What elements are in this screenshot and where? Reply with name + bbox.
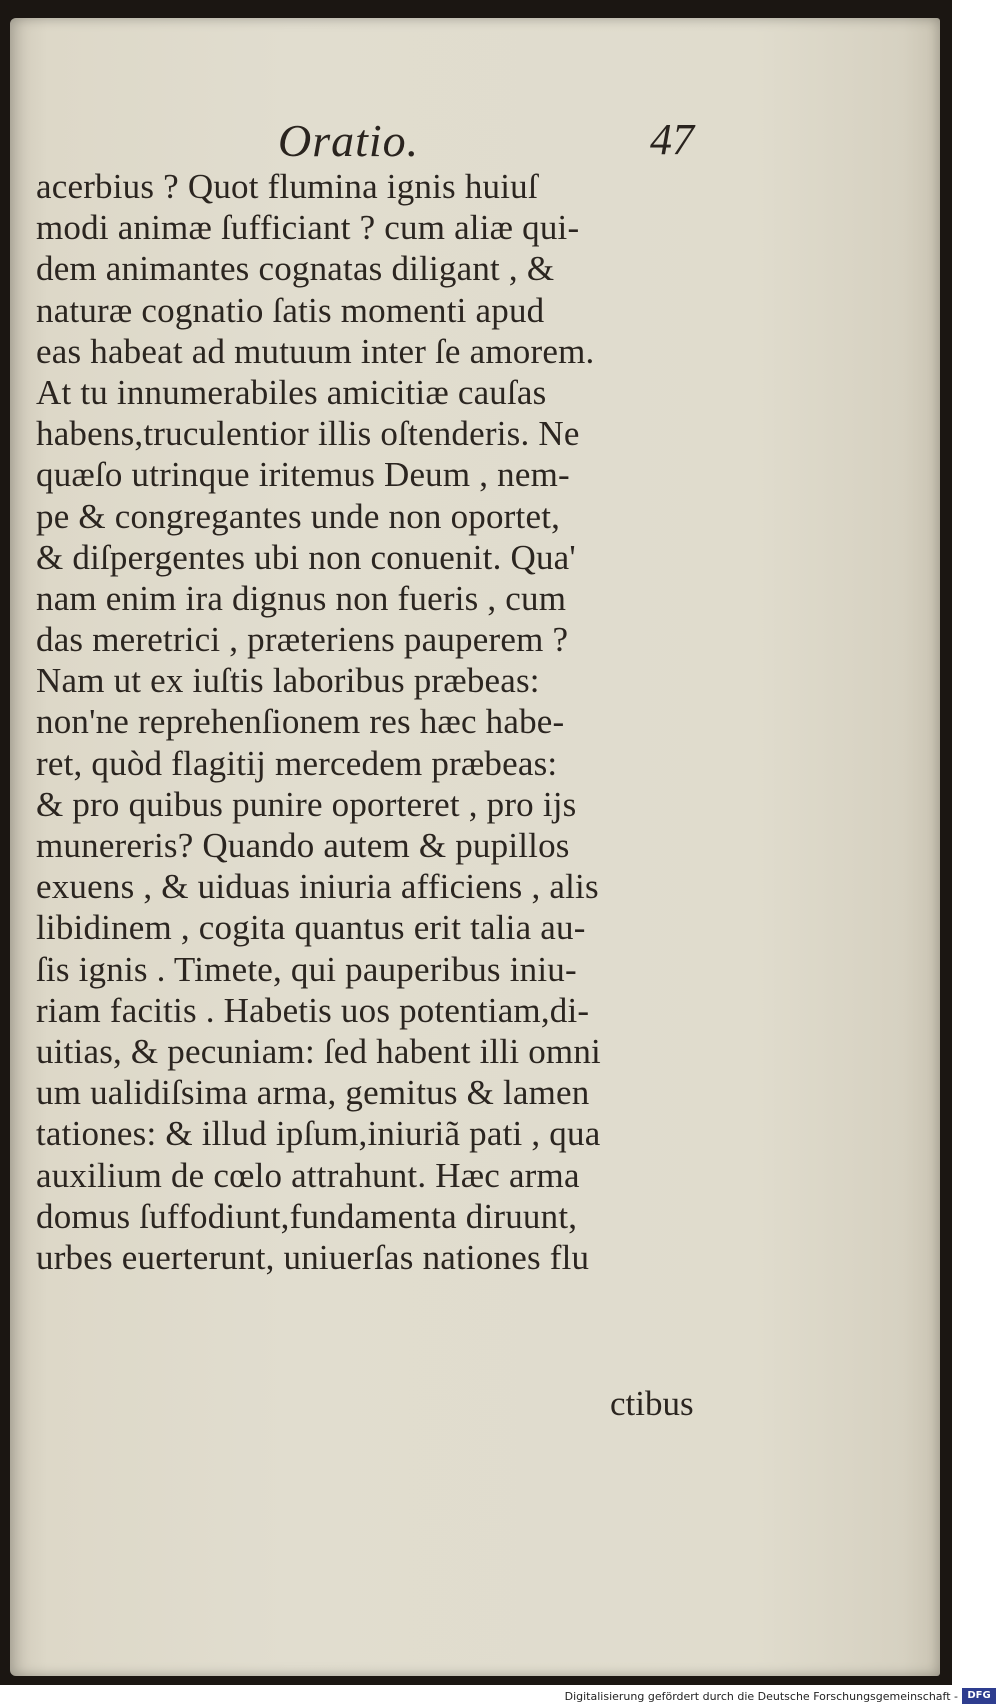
text-line: & pro quibus punire oporteret , pro ijs (36, 784, 577, 824)
text-line: urbes euerterunt, uniuerſas nationes flu (36, 1237, 590, 1277)
text-line: habens,truculentior illis oſtenderis. Ne (36, 414, 580, 454)
text-line: ret, quòd flagitij mercedem præbeas: (36, 743, 558, 783)
dfg-logo: DFG (962, 1688, 996, 1704)
body-text (36, 166, 726, 1278)
text-line: das meretrici , præteriens pauperem ? (36, 620, 569, 660)
text-line: tationes: & illud ipſum,iniuriã pati , qua (36, 1114, 601, 1154)
text-line: um ualidiſsima arma, gemitus & lamen (36, 1073, 590, 1113)
text-line: dem animantes cognatas diligant , & (36, 249, 555, 289)
text-line: Nam ut ex iuſtis laboribus præbeas: (36, 661, 540, 701)
text-line: & diſpergentes ubi non conuenit. Qua' (36, 537, 576, 577)
text-line: non'ne reprehenſionem res hæc habe- (36, 702, 565, 742)
text-line: auxilium de cœlo attrahunt. Hæc arma (36, 1155, 580, 1195)
text-line: eas habeat ad mutuum inter ſe amorem. (36, 331, 595, 371)
catchword: ctibus (610, 1384, 694, 1423)
text-line: ſis ignis . Timete, qui pauperibus iniu- (36, 949, 577, 989)
page-header (10, 114, 940, 170)
text-line: munereris? Quando autem & pupillos (36, 826, 570, 865)
book-page (10, 18, 940, 1676)
text-line: riam facitis . Habetis uos potentiam,di- (36, 990, 590, 1030)
running-head: Oratio. (278, 115, 420, 166)
page-number: 47 (650, 115, 694, 164)
text-line: modi animæ ſufficiant ? cum aliæ qui- (36, 208, 580, 248)
text-line: domus ſuffodiunt,fundamenta diruunt, (36, 1196, 578, 1236)
text-line: uitias, & pecuniam: ſed habent illi omni (36, 1031, 601, 1071)
text-line: quæſo utrinque iritemus Deum , nem- (36, 455, 570, 495)
text-line: exuens , & uiduas iniuria afficiens , alis (36, 867, 599, 907)
footer-bar (0, 1686, 1000, 1708)
digitization-credit: Digitalisierung gefördert durch die Deutsche Forschungsgemeinschaft - (564, 1690, 958, 1703)
text-line: nam enim ira dignus non fueris , cum (36, 578, 567, 618)
text-line: libidinem , cogita quantus erit talia au- (36, 908, 586, 948)
text-line: At tu innumerabiles amicitiæ cauſas (36, 372, 547, 412)
text-line: naturæ cognatio ſatis momenti apud (36, 290, 545, 330)
text-line: pe & congregantes unde non oportet, (36, 496, 561, 536)
text-line: acerbius ? Quot flumina ignis huiuſ (36, 167, 538, 206)
